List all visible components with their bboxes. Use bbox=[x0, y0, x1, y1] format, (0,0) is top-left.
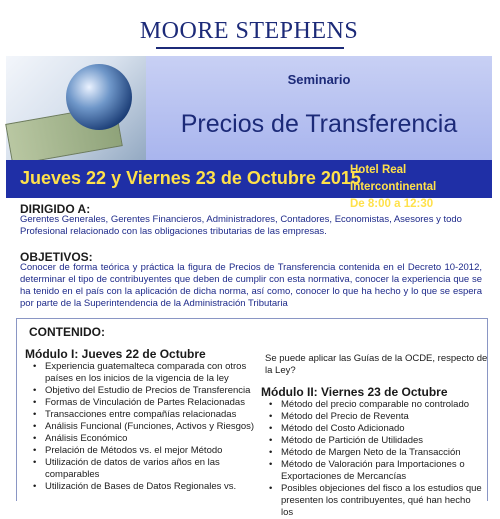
objetivos-text: Conocer de forma teórica y práctica la figura de Precios de Transferencia contenida en el Decreto 10-2012, determinar el tipo de contribuyentes que deben de cumplir con esta normativa, conocer la experiencia que se ha tenido en el país con la aplicación de dicha norma, así como, conocer lo que ha hecho y lo que se espera por parte de la Superintendencia de la Administración Tributaria bbox=[20, 262, 482, 309]
hero-banner bbox=[6, 56, 492, 160]
brand-underline bbox=[156, 47, 344, 49]
list-item: • Método de Margen Neto de la Transacción bbox=[267, 447, 485, 459]
seminar-label: Seminario bbox=[287, 72, 351, 87]
ocde-question: Se puede aplicar las Guías de la OCDE, respecto de la Ley? bbox=[265, 353, 488, 376]
modulo2-heading: Módulo II: Viernes 23 de Octubre bbox=[261, 385, 448, 399]
objetivos-heading: OBJETIVOS: bbox=[20, 250, 93, 264]
event-venue-block bbox=[350, 162, 492, 213]
list-item: • Posibles objeciones del fisco a los estudios que presenten los contribuyentes, qué han hecho los bbox=[267, 483, 485, 519]
list-item: • Método de Partición de Utilidades bbox=[267, 435, 485, 447]
brand-logo: MOORE STEPHENS bbox=[139, 18, 359, 44]
list-item: • Transacciones entre compañías relacionadas bbox=[31, 409, 259, 421]
dirigido-heading: DIRIGIDO A: bbox=[20, 202, 91, 216]
event-venue: Hotel Real Intercontinental bbox=[350, 164, 437, 193]
globe-money-image bbox=[6, 56, 146, 160]
list-item: • Utilización de Bases de Datos Regionales vs. bbox=[31, 481, 259, 493]
list-item: • Análisis Económico bbox=[31, 433, 259, 445]
list-item: • Método del Costo Adicionado bbox=[267, 423, 485, 435]
list-item: • Método del Precio de Reventa bbox=[267, 411, 485, 423]
brand-header bbox=[6, 0, 492, 50]
dirigido-text: Gerentes Generales, Gerentes Financieros, Administradores, Contadores, Economistas, Asesores y todo Profesional relacionado con las obligaciones tributarias de las empresas. bbox=[20, 214, 462, 237]
list-item: • Método del precio comparable no controlado bbox=[267, 399, 485, 411]
list-item: • Prelación de Métodos vs. el mejor Método bbox=[31, 445, 259, 457]
list-item: • Objetivo del Estudio de Precios de Transferencia bbox=[31, 385, 259, 397]
modulo2-list bbox=[267, 399, 485, 519]
list-item: • Experiencia guatemalteca comparada con otros países en los inicios de la vigencia de la ley bbox=[31, 361, 259, 385]
list-item: • Análisis Funcional (Funciones, Activos y Riesgos) bbox=[31, 421, 259, 433]
contenido-section bbox=[16, 318, 488, 518]
list-item: • Utilización de datos de varios años en las comparables bbox=[31, 457, 259, 481]
contenido-heading: CONTENIDO: bbox=[29, 325, 105, 339]
modulo1-list bbox=[31, 361, 259, 493]
list-item: • Formas de Vinculación de Partes Relacionadas bbox=[31, 397, 259, 409]
event-time: De 8:00 a 12:30 bbox=[350, 198, 434, 210]
page-title: Precios de Transferencia bbox=[180, 110, 458, 138]
seminar-flyer bbox=[6, 0, 492, 518]
event-date: Jueves 22 y Viernes 23 de Octubre 2015 bbox=[20, 168, 361, 188]
modulo1-heading: Módulo I: Jueves 22 de Octubre bbox=[25, 347, 206, 361]
globe-icon bbox=[66, 64, 132, 130]
list-item: • Método de Valoración para Importaciones o Exportaciones de Mercancías bbox=[267, 459, 485, 483]
